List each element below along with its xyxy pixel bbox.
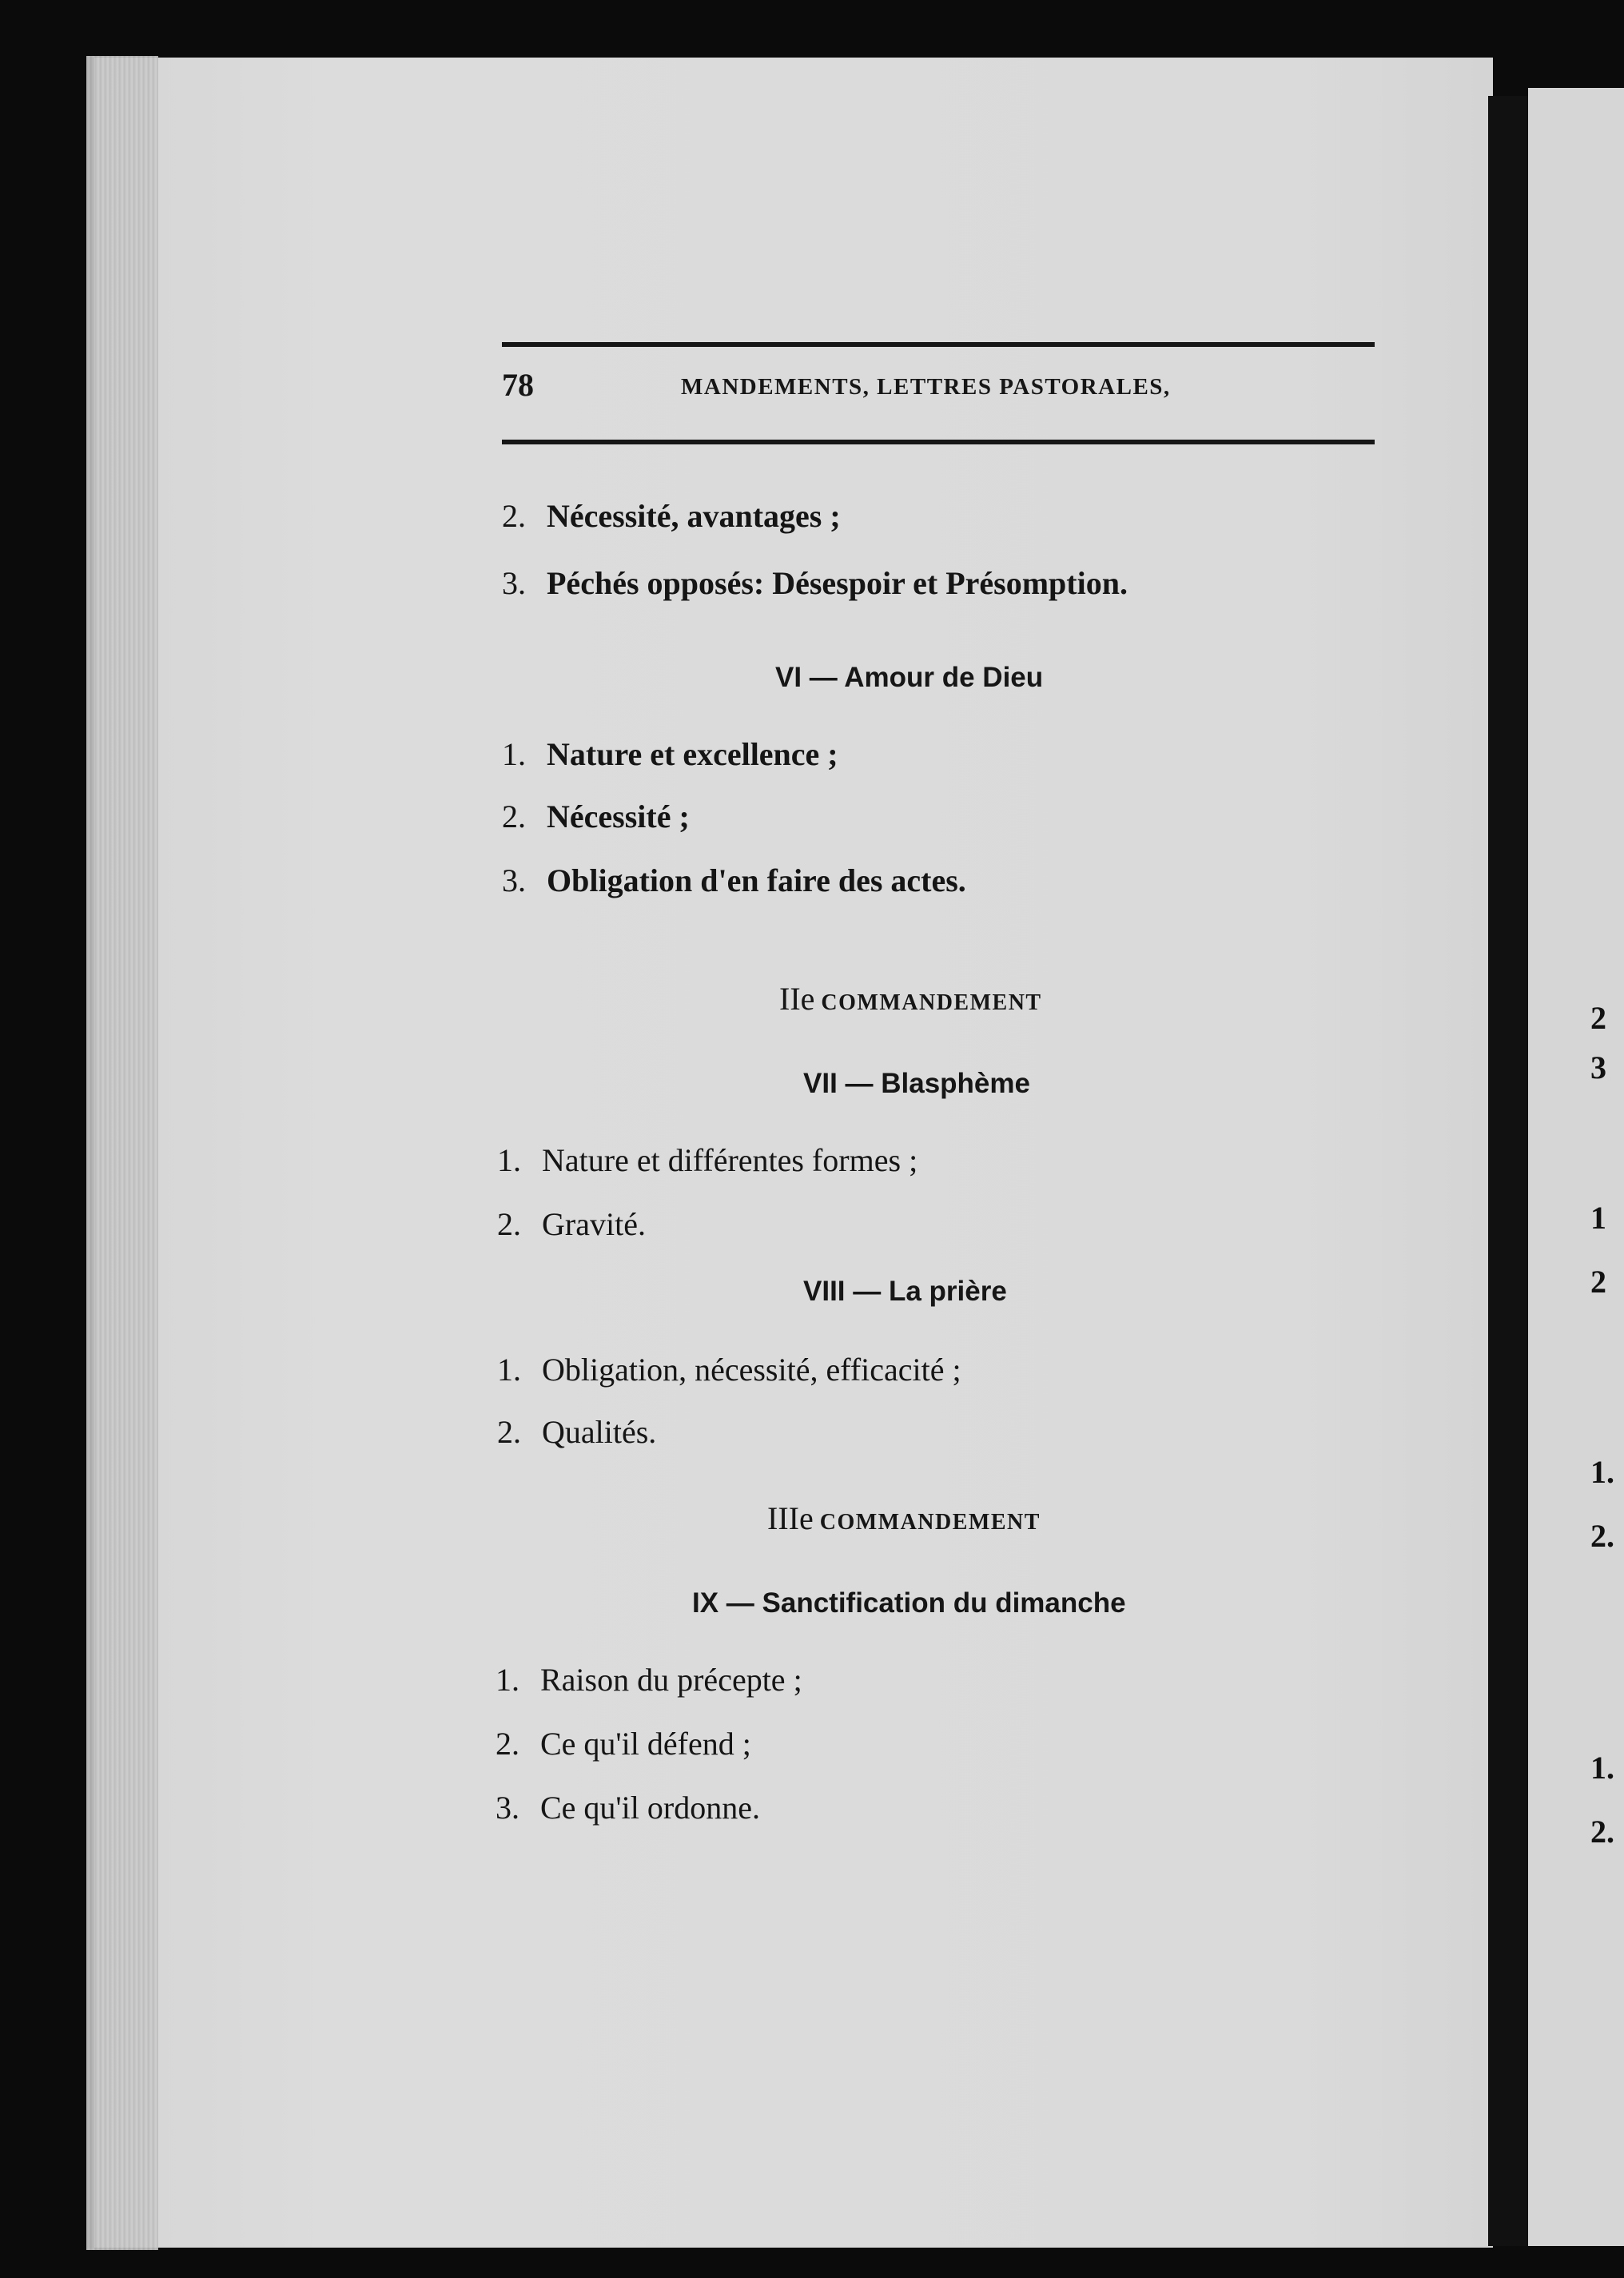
item-number: 3.	[502, 862, 526, 898]
commandment-ordinal: IIIe	[767, 1500, 814, 1536]
commandment-label: COMMANDEMENT	[819, 1510, 1041, 1535]
item-text: Péchés opposés: Désespoir et Présomption.	[547, 565, 1128, 601]
item-text: Nature et excellence ;	[547, 736, 838, 772]
list-item	[497, 1205, 646, 1243]
commandment-heading	[779, 980, 1042, 1018]
section-heading: VII — Blasphème	[803, 1068, 1030, 1099]
facing-page-number: 1.	[1590, 1750, 1614, 1786]
item-number: 1.	[502, 736, 526, 772]
item-number: 2.	[502, 798, 526, 834]
header-rule-bottom	[502, 440, 1375, 444]
commandment-ordinal: IIe	[779, 981, 815, 1017]
item-number: 2.	[496, 1726, 519, 1762]
list-item	[502, 798, 690, 835]
list-item	[502, 862, 966, 899]
header-rule-top	[502, 342, 1375, 347]
section-heading: VIII — La prière	[803, 1276, 1007, 1307]
item-text: Qualités.	[542, 1414, 657, 1450]
list-item	[502, 564, 1128, 602]
item-text: Nécessité, avantages ;	[547, 498, 841, 534]
commandment-heading	[767, 1499, 1041, 1537]
section-heading: IX — Sanctification du dimanche	[692, 1587, 1126, 1619]
item-number: 2.	[502, 498, 526, 534]
list-item	[502, 735, 838, 773]
item-number: 2.	[497, 1414, 521, 1450]
list-item	[497, 1413, 656, 1451]
facing-page-number: 3	[1590, 1049, 1606, 1085]
page-number: 78	[502, 367, 534, 403]
list-item	[496, 1789, 760, 1826]
list-item	[502, 497, 841, 535]
item-number: 1.	[496, 1662, 519, 1698]
item-number: 3.	[502, 565, 526, 601]
item-number: 1.	[497, 1352, 521, 1388]
item-text: Nature et différentes formes ;	[542, 1142, 918, 1178]
commandment-label: COMMANDEMENT	[821, 990, 1042, 1015]
facing-page-number: 2	[1590, 1264, 1606, 1300]
item-text: Ce qu'il ordonne.	[540, 1790, 760, 1826]
item-text: Obligation d'en faire des actes.	[547, 862, 966, 898]
facing-page	[1528, 88, 1624, 2246]
running-title: MANDEMENTS, LETTRES PASTORALES,	[681, 374, 1171, 400]
item-text: Obligation, nécessité, efficacité ;	[542, 1352, 961, 1388]
list-item	[496, 1725, 751, 1762]
facing-page-number: 1	[1590, 1200, 1606, 1236]
item-text: Nécessité ;	[547, 798, 690, 834]
list-item	[497, 1141, 917, 1179]
item-number: 2.	[497, 1206, 521, 1242]
item-text: Raison du précepte ;	[540, 1662, 802, 1698]
section-heading: VI — Amour de Dieu	[775, 662, 1044, 693]
facing-page-number: 2.	[1590, 1814, 1614, 1850]
item-number: 3.	[496, 1790, 519, 1826]
facing-page-number: 1.	[1590, 1454, 1614, 1490]
book-gutter	[1488, 96, 1528, 2246]
item-text: Ce qu'il défend ;	[540, 1726, 751, 1762]
list-item	[496, 1661, 802, 1699]
facing-page-number: 2.	[1590, 1518, 1614, 1554]
list-item	[497, 1351, 961, 1388]
item-number: 1.	[497, 1142, 521, 1178]
facing-page-number: 2	[1590, 1000, 1606, 1036]
page-edge	[86, 56, 158, 2250]
item-text: Gravité.	[542, 1206, 646, 1242]
